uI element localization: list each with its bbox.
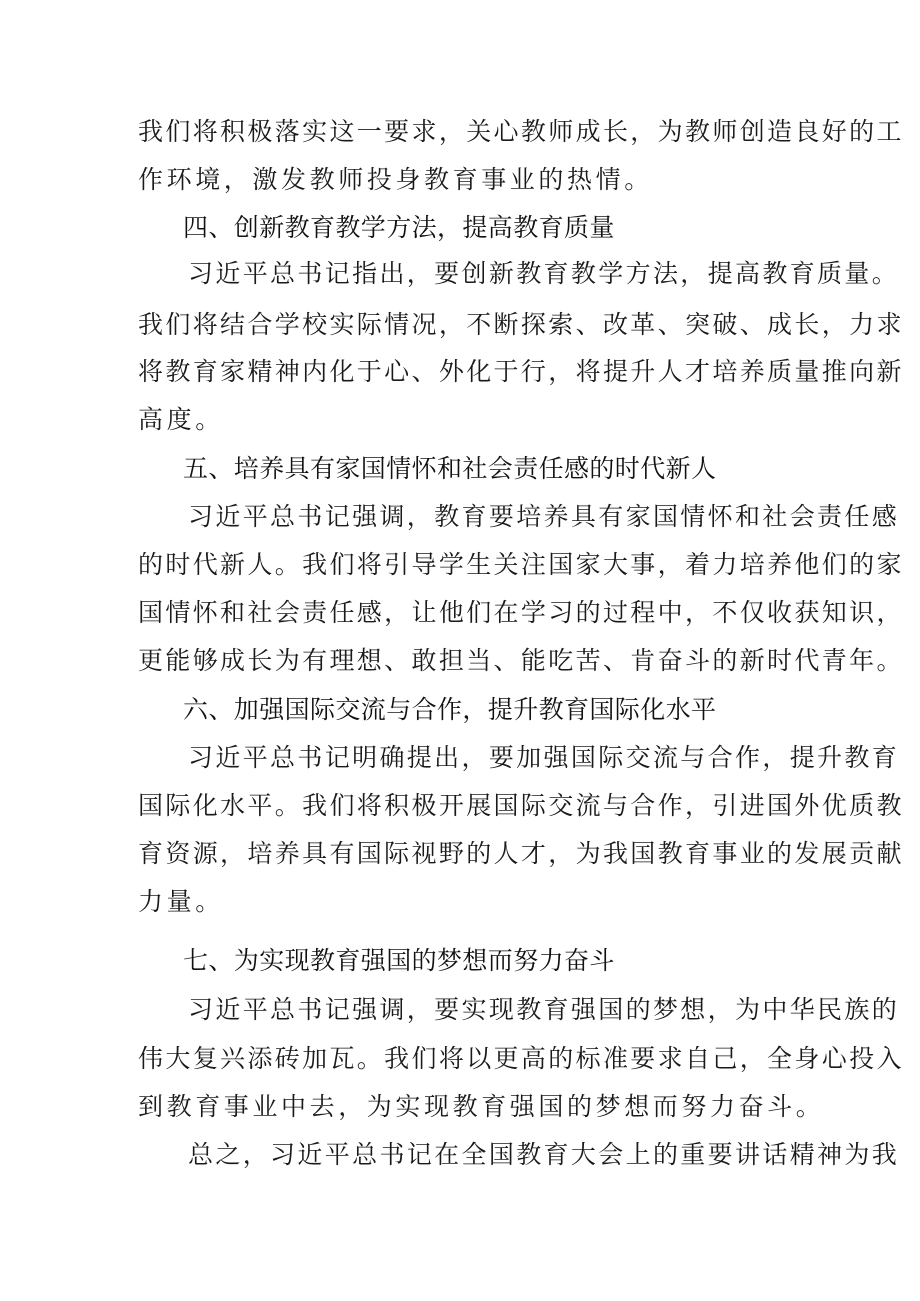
body-text-line: 作环境，激发教师投身教育事业的热情。 <box>138 165 653 194</box>
section-heading-4: 四、创新教育教学方法，提高教育质量 <box>183 213 615 242</box>
body-text-line: 育资源，培养具有国际视野的人才，为我国教育事业的发展贡献 <box>138 839 904 868</box>
body-text-line: 力量。 <box>138 887 224 916</box>
section-heading-5: 五、培养具有家国情怀和社会责任感的时代新人 <box>183 454 717 483</box>
body-text-line: 我们将结合学校实际情况，不断探索、改革、突破、成长，力求 <box>138 310 904 339</box>
body-text-line: 习近平总书记强调，教育要培养具有家国情怀和社会责任感 <box>188 502 900 531</box>
body-text-line: 总之，习近平总书记在全国教育大会上的重要讲话精神为我 <box>188 1140 900 1169</box>
body-text-line: 国际化水平。我们将积极开展国际交流与合作，引进国外优质教 <box>138 791 904 820</box>
body-text-line: 习近平总书记指出，要创新教育教学方法，提高教育质量。 <box>188 259 900 288</box>
body-text-line: 的时代新人。我们将引导学生关注国家大事，着力培养他们的家 <box>138 550 904 579</box>
body-text-line: 更能够成长为有理想、敢担当、能吃苦、肯奋斗的新时代青年。 <box>138 646 904 675</box>
body-text-line: 习近平总书记强调，要实现教育强国的梦想，为中华民族的 <box>188 995 900 1024</box>
body-text-line: 伟大复兴添砖加瓦。我们将以更高的标准要求自己，全身心投入 <box>138 1044 904 1073</box>
body-text-line: 我们将积极落实这一要求，关心教师成长，为教师创造良好的工 <box>138 117 904 146</box>
body-text-line: 高度。 <box>138 405 224 434</box>
section-heading-7: 七、为实现教育强国的梦想而努力奋斗 <box>183 946 615 975</box>
body-text-line: 将教育家精神内化于心、外化于行，将提升人才培养质量推向新 <box>138 357 904 386</box>
body-text-line: 到教育事业中去，为实现教育强国的梦想而努力奋斗。 <box>138 1092 825 1121</box>
section-heading-6: 六、加强国际交流与合作，提升教育国际化水平 <box>183 695 717 724</box>
body-text-line: 习近平总书记明确提出，要加强国际交流与合作，提升教育 <box>188 743 900 772</box>
body-text-line: 国情怀和社会责任感，让他们在学习的过程中，不仅收获知识， <box>138 598 904 627</box>
